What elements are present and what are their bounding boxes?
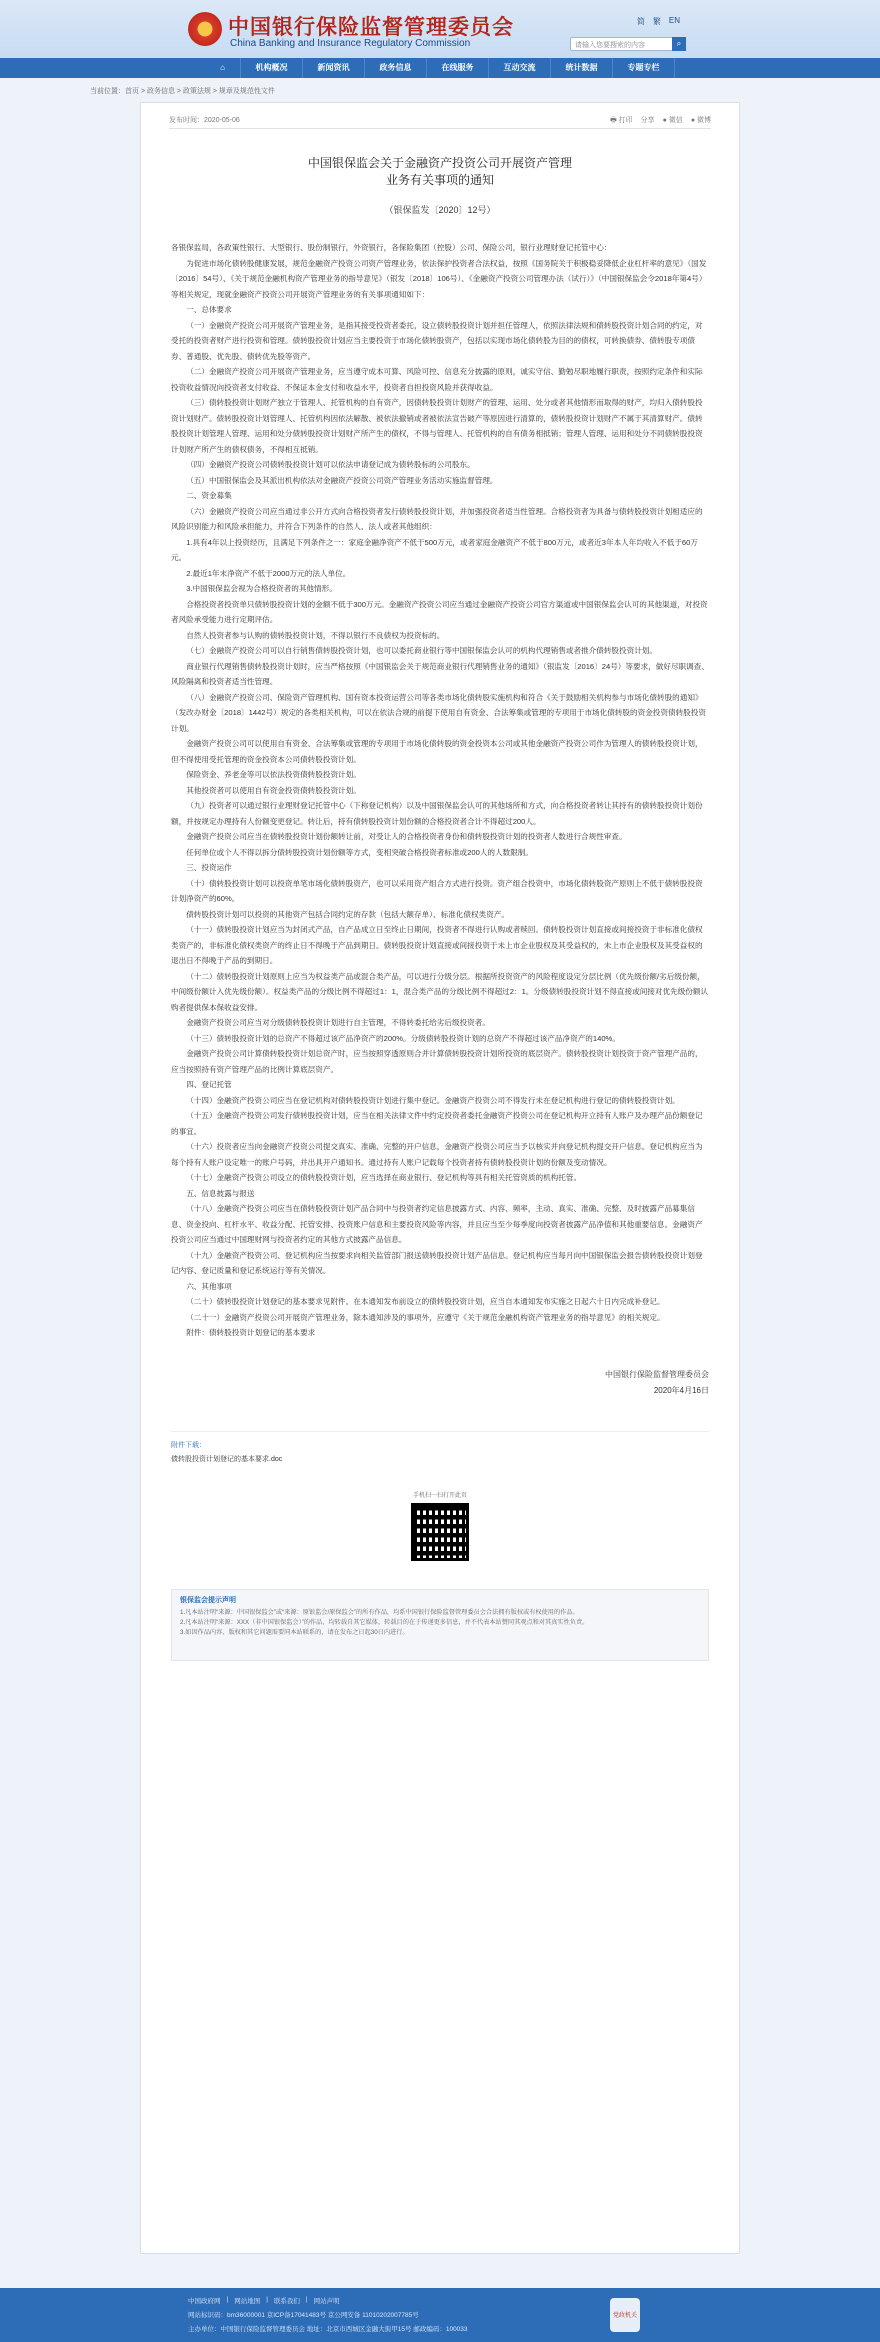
- body-paragraph: （十八）金融资产投资公司应当在债转股投资计划产品合同中与投资者约定信息披露方式、内容、频率，主动、真实、准确、完整、及时披露产品募集信息、资金投向、杠杆水平、收益分配、托管安排、投资账户信息和主要投资风险等内容，并且应当至少每季度向投资者披露产品净值和其他重要信息。金融资产投资公司应当通过中国理财网与投资者约定的其他方式披露产品信息。: [171, 1204, 703, 1244]
- attachment-section: [171, 1431, 709, 1464]
- lang-english[interactable]: EN: [668, 16, 680, 25]
- body-paragraph: （二十）债转股投资计划登记的基本要求见附件。在本通知发布前设立的债转股投资计划，应当自本通知发布实施之日起六十日内完成补登记。: [186, 1297, 665, 1306]
- body-paragraph: 商业银行代理销售债转股投资计划时，应当严格按照《中国银监会关于规范商业银行代理销售业务的通知》（银监发〔2016〕24号）等要求，做好尽职调查、风险隔离和投资者适当性管理。: [171, 661, 709, 686]
- gov-badge-icon[interactable]: [610, 2298, 640, 2332]
- body-paragraph: 保险资金、养老金等可以依法投资债转股投资计划。: [186, 770, 361, 779]
- body-paragraph: 金融资产投资公司应当在债转股投资计划份额转让前，对受让人的合格投资者身份和债转股投资计划的投资者人数进行合规性审查。: [186, 832, 627, 841]
- qr-caption: 手机扫一扫打开此页: [412, 1492, 467, 1499]
- body-paragraph: 2.最近1年末净资产不低于2000万元的法人单位。: [186, 568, 351, 578]
- site-title-cn[interactable]: 中国银行保险监督管理委员会: [228, 16, 514, 39]
- body-paragraph: （十四）金融资产投资公司应当在登记机构对债转股投资计划进行集中登记。金融资产投资公司不得发行未在登记机构进行登记的债转股投资计划。: [186, 1095, 680, 1105]
- nav-item-gov-info[interactable]: 政务信息: [365, 58, 427, 78]
- print-label: 打印: [618, 117, 633, 124]
- breadcrumb[interactable]: 当前位置：首页 > 政务信息 > 政策法规 > 规章及规范性文件: [90, 88, 275, 95]
- document-number: （银保监发〔2020〕12号）: [384, 205, 496, 215]
- nav-item-online-service[interactable]: 在线服务: [427, 58, 489, 78]
- body-paragraph: 其他投资者可以使用自有资金投资债转股投资计划。: [186, 785, 361, 795]
- nav-item-interaction[interactable]: 互动交流: [489, 58, 551, 78]
- body-paragraph: 一、总体要求: [186, 305, 232, 314]
- body-paragraph: （五）中国银保监会及其派出机构依法对金融资产投资公司资产管理业务活动实施监督管理。: [186, 475, 498, 485]
- body-paragraph: （七）金融资产投资公司可以自行销售债转股投资计划，也可以委托商业银行等中国银保监会认可的机构代理销售或者推介债转股投资计划。: [186, 646, 657, 655]
- body-paragraph: （十二）债转股投资计划原则上应当为权益类产品或混合类产品，可以进行分级分层。根据所投资资产的风险程度设定分层比例（优先级份额/劣后级份额，中间级份额计入优先级份额）。权益类产品的分级比例不得超过1：1，混合类产品的分级比例不得超过2：1。分级债转股投资计划不得直接或间接对优先级份额认购者提供保本保收益安排。: [171, 971, 709, 1012]
- nav-item-news[interactable]: 新闻资讯: [303, 58, 365, 78]
- wechat-share-button[interactable]: ● 微信: [662, 117, 683, 124]
- body-paragraph: 五、信息披露与报送: [186, 1188, 255, 1198]
- signature: [141, 1367, 709, 1399]
- body-paragraph: （八）金融资产投资公司、保险资产管理机构、国有资本投资运营公司等各类市场化债转股实施机构和符合《关于鼓励相关机构参与市场化债转股的通知》（发改办财金〔2018〕1442号）规定的各类相关机构，可以在依法合规的前提下使用自有资金、合法筹集或管理的专项用于市场化债转股的资金投资债转股投资计划。: [171, 692, 706, 733]
- publish-date: 发布时间：2020-05-06: [169, 117, 240, 124]
- title-line-2: 业务有关事项的通知: [385, 173, 494, 187]
- print-button[interactable]: 🖶 打印: [610, 117, 633, 124]
- search-input[interactable]: 请输入您要搜索的内容: [570, 37, 686, 51]
- body-paragraph: （十九）金融资产投资公司、登记机构应当按要求向相关监管部门报送债转股投资计划产品信息。登记机构应当每月向中国银保监会报告债转股投资计划登记内容、登记质量和登记系统运行等有关情况。: [171, 1250, 703, 1275]
- nav-item-topics[interactable]: 专题专栏: [613, 58, 675, 78]
- article-body: [171, 240, 709, 1341]
- body-paragraph: 3.中国银保监会视为合格投资者的其他情形。: [186, 584, 337, 593]
- footer-address: 主办单位：中国银行保险监督管理委员会 地址：北京市西城区金融大街甲15号 邮政编码：100033: [188, 2326, 468, 2333]
- title-line-1: 中国银保监会关于金融资产投资公司开展资产管理: [307, 156, 572, 170]
- disclaimer-line: 2.凡本站注明“来源：XXX（非中国银保监会）”的作品，均转载自其它媒体，转载目的在于传递更多信息，并不代表本站赞同其观点和对其真实性负责。: [180, 1618, 589, 1626]
- main-nav: [0, 58, 880, 78]
- disclaimer-line: 3.如因作品内容、版权和其它问题需要同本站联系的，请在发布之日起30日内进行。: [180, 1628, 409, 1636]
- body-paragraph: 合格投资者投资单只债转股投资计划的金额不低于300万元。金融资产投资公司应当通过金融资产投资公司官方渠道或中国银保监会认可的其他渠道，对投资者风险承受能力进行定期评估。: [171, 599, 708, 624]
- body-paragraph: 自然人投资者参与认购的债转股投资计划，不得以银行不良债权为投资标的。: [186, 630, 445, 640]
- body-paragraph: 金融资产投资公司计算债转股投资计划总资产时，应当按照穿透原则合并计算债转股投资计划所投资的底层资产。债转股投资计划投资于资产管理产品的，应当按照持有资产管理产品的比例计算底层资产。: [171, 1049, 703, 1074]
- body-paragraph: （十一）债转股投资计划应当为封闭式产品，自产品成立日至终止日期间，投资者不得进行认购或者赎回。债转股投资计划直接或间接投资于非标准化债权类资产的，非标准化债权类资产的终止日不得晚于产品到期日。债转股投资计划直接或间接投资于未上市企业股权及其受益权的，未上市企业股权及其受益权的退出日不得晚于产品的到期日。: [171, 925, 703, 965]
- nav-item-statistics[interactable]: 统计数据: [551, 58, 613, 78]
- site-title-en: China Banking and Insurance Regulatory Commission: [230, 38, 471, 49]
- body-paragraph: 金融资产投资公司应当对分级债转股投资计划进行自主管理，不得转委托给劣后级投资者。: [186, 1018, 490, 1027]
- body-paragraph: 1.具有4年以上投资经历，且满足下列条件之一：家庭金融净资产不低于500万元，或者家庭金融资产不低于800万元，或者近3年本人年均收入不低于60万元。: [171, 537, 698, 562]
- national-emblem-icon: [188, 12, 222, 46]
- gov-badge-label: 党政机关: [612, 2313, 637, 2319]
- site-header: [0, 0, 880, 58]
- body-paragraph: （十三）债转股投资计划的总资产不得超过该产品净资产的200%。分级债转股投资计划的总资产不得超过该产品净资产的140%。: [186, 1033, 620, 1043]
- footer-links: 中国政府网 | 网站地图 | 联系我们 | 网站声明: [188, 2296, 340, 2305]
- disclaimer-title: 银保监会提示声明: [180, 1596, 236, 1604]
- attachment-link[interactable]: 债转股投资计划登记的基本要求.doc: [171, 1455, 283, 1463]
- signature-date: 2020年4月16日: [653, 1385, 709, 1395]
- article-meta: [169, 103, 711, 129]
- footer-link[interactable]: 中国政府网: [188, 2298, 221, 2305]
- body-paragraph: 附件：债转股投资计划登记的基本要求: [186, 1328, 316, 1337]
- weibo-share-button[interactable]: ● 微博: [690, 117, 711, 124]
- body-paragraph: （十五）金融资产投资公司发行债转股投资计划，应当在相关法律文件中约定投资者委托金融资产投资公司在登记机构开立持有人账户及办理产品份额登记的事宜。: [171, 1111, 703, 1136]
- body-paragraph: （二十一）金融资产投资公司开展资产管理业务，除本通知涉及的事项外，应遵守《关于规范金融机构资产管理业务的指导意见》的相关规定。: [186, 1312, 665, 1322]
- body-paragraph: （六）金融资产投资公司应当通过非公开方式向合格投资者发行债转股投资计划，并加强投资者适当性管理。合格投资者为具备与债转股投资计划相适应的风险识别能力和风险承担能力，并符合下列条件的自然人、法人或者其他组织：: [171, 506, 703, 531]
- share-label: 分享: [640, 117, 655, 124]
- body-paragraph: 各银保监局，各政策性银行、大型银行、股份制银行，外资银行，各保险集团（控股）公司、保险公司，银行业理财登记托管中心：: [171, 243, 612, 252]
- body-paragraph: 金融资产投资公司可以使用自有资金、合法筹集或管理的专项用于市场化债转股的资金投资本公司或其他金融资产投资公司作为管理人的债转股投资计划，但不得使用受托管理的资金投资本公司债转股投资计划。: [171, 739, 703, 764]
- qr-code-icon: [411, 1503, 469, 1561]
- signature-org: 中国银行保险监督管理委员会: [605, 1369, 709, 1379]
- body-paragraph: （十七）金融资产投资公司设立的债转股投资计划，应当选择在商业银行、登记机构等具有相关托管资质的机构托管。: [186, 1173, 582, 1182]
- body-paragraph: 为促进市场化债转股健康发展，规范金融资产投资公司资产管理业务，依法保护投资者合法权益，按照《国务院关于积极稳妥降低企业杠杆率的意见》（国发〔2016〕54号）、《关于规范金融机构资产管理业务的指导意见》（银发〔2018〕106号）、《金融资产投资公司管理办法（试行）》（中国银保监会令2018年第4号）等相关规定，现就金融资产投资公司开展资产管理业务的有关事项通知如下：: [171, 258, 707, 299]
- article-title: [141, 155, 739, 189]
- footer-icp: 网站标识码：bm36000001 京ICP备17041483号 京公网安备 11010202007785号: [188, 2312, 419, 2319]
- language-switcher: [637, 16, 680, 27]
- nav-item-about[interactable]: 机构概况: [241, 58, 303, 78]
- body-paragraph: 债转股投资计划可以投资的其他资产包括合同约定的存款（包括大额存单）、标准化债权类资产。: [186, 909, 509, 919]
- lang-simplified[interactable]: 简: [636, 17, 645, 26]
- footer-link[interactable]: 网站声明: [313, 2298, 340, 2305]
- wechat-label: 微信: [668, 117, 683, 124]
- body-paragraph: 二、资金募集: [186, 491, 232, 500]
- disclaimer-box: [171, 1589, 709, 1661]
- body-paragraph: 四、登记托管: [186, 1080, 232, 1089]
- body-paragraph: 三、投资运作: [186, 863, 232, 872]
- body-paragraph: （四）金融资产投资公司债转股投资计划可以依法申请登记成为债转股标的公司股东。: [186, 460, 475, 469]
- footer-link[interactable]: 联系我们: [273, 2298, 300, 2305]
- body-paragraph: （一）金融资产投资公司开展资产管理业务，是指其接受投资者委托，设立债转股投资计划并担任管理人，依照法律法规和债转股投资计划合同的约定，对受托的投资者财产进行投资和管理。债转股投资计划应当主要投资于市场化债转股资产，包括以实现市场化债转股为目的的债权，可转换债券、债转股专项债券、普通股、优先股、债转优先股等资产。: [171, 320, 703, 361]
- footer-link[interactable]: 网站地图: [234, 2298, 261, 2305]
- body-paragraph: （二）金融资产投资公司开展资产管理业务，应当遵守成本可算、风险可控、信息充分披露的原则，诚实守信、勤勉尽职地履行职责，按照约定条件和实际投资收益情况向投资者支付收益、不保证本金支付和收益水平，投资者自担投资风险并获得收益。: [171, 367, 703, 392]
- lang-traditional[interactable]: 繁: [652, 17, 661, 26]
- body-paragraph: （三）债转股投资计划财产独立于管理人、托管机构的自有资产，因债转股投资计划财产的管理、运用、处分或者其他情形而取得的财产，均归入债转股投资计划财产。债转股投资计划管理人、托管机构因依法解散、被依法撤销或者被依法宣告破产等原因进行清算的，债转股投资计划财产不属于其清算财产。债转股投资计划管理人管理、运用和处分债转股投资计划财产所产生的债权，不得与管理人、托管机构的自有债务相抵销；管理人管理、运用和处分不同债转股投资计划财产所产生的债权债务，不得相互抵销。: [171, 398, 703, 454]
- body-paragraph: （十）债转股投资计划可以投资单笔市场化债转股资产，也可以采用资产组合方式进行投资。资产组合投资中，市场化债转股资产原则上不低于债转股投资计划净资产的60%。: [171, 878, 703, 903]
- disclaimer-line: 1.凡本站注明“来源：中国银保监会”或“来源：原银监会/原保监会”的所有作品，均系中国银行保险监督管理委员会合法拥有版权或有权使用的作品。: [180, 1608, 579, 1616]
- body-paragraph: 六、其他事项: [186, 1281, 232, 1291]
- search-icon[interactable]: ⌕: [672, 37, 686, 51]
- body-paragraph: 任何单位或个人不得以拆分债转股投资计划份额等方式，变相突破合格投资者标准或200人的人数限制。: [186, 847, 533, 857]
- attachment-label: 附件下载：: [171, 1431, 709, 1450]
- article-tools: [610, 115, 711, 127]
- site-footer: [0, 2288, 880, 2342]
- article-card: [140, 102, 740, 2254]
- body-paragraph: （十六）投资者应当向金融资产投资公司提交真实、准确、完整的开户信息，金融资产投资公司应当予以核实并向登记机构提交开户信息。登记机构应当为每个持有人账户设定唯一的账户号码，并出具开户通知书。通过持有人账户记载每个投资者持有债转股投资计划的份额及变动情况。: [171, 1142, 703, 1167]
- weibo-label: 微博: [697, 117, 711, 124]
- body-paragraph: （九）投资者可以通过银行业理财登记托管中心（下称登记机构）以及中国银保监会认可的其他场所和方式，向合格投资者转让其持有的债转股投资计划份额，并按规定办理持有人份额变更登记。转让后，持有债转股投资计划份额的合格投资者合计不得超过200人。: [171, 801, 703, 826]
- qr-section: [405, 1490, 475, 1561]
- home-icon[interactable]: ⌂: [205, 58, 241, 78]
